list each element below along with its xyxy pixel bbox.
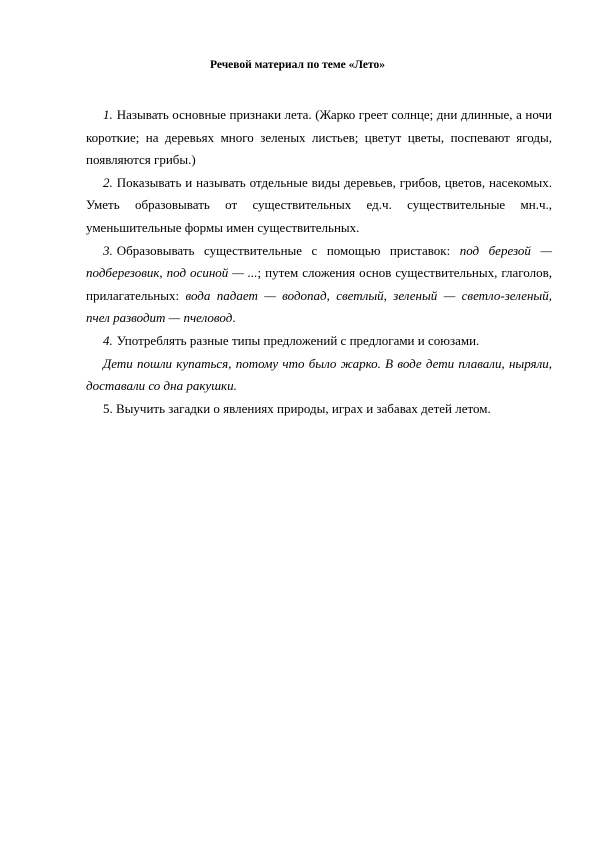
- list-item-3: [86, 240, 552, 330]
- list-item-5: [86, 398, 552, 421]
- item-number: 3.: [103, 242, 113, 258]
- document-title: Речевой материал по теме «Лето»: [210, 59, 385, 71]
- list-item-4: [86, 330, 552, 353]
- example-sentences: Дети пошли купаться, потому что было жарко. В воде дети плавали, ныряли, доставали со дна ракушки.: [86, 355, 552, 394]
- item-example: вода падает — водопад, светлый, зеленый — светло-зеленый, пчел разводит — пчеловод: [86, 287, 552, 326]
- item-text: ; путем сложения основ существительных, глаголов, прилагательных:: [86, 265, 552, 303]
- item-text: Показывать и называть отдельные виды деревьев, грибов, цветов, насекомых. Уметь образовывать от существительных ед.ч. существительные мн.ч., уменьшительные формы имен существительных.: [86, 174, 552, 235]
- item-number: 1.: [103, 107, 113, 122]
- item-number: 2.: [103, 174, 113, 190]
- document-body: [86, 104, 552, 420]
- item-text: Образовывать существительные с помощью приставок:: [116, 242, 460, 258]
- item-example: под березой — подберезовик, под осиной — ...: [86, 242, 553, 281]
- item-text: Называть основные признаки лета. (Жарко греет солнце; дни длинные, а ночи короткие; на деревьях много зеленых листьев; цветут цветы, поспевают ягоды, появляются грибы.): [86, 107, 552, 168]
- item-text: .: [232, 310, 236, 326]
- item-text: Употреблять разные типы предложений с предлогами и союзами.: [116, 332, 480, 348]
- item-number: 4.: [103, 332, 113, 348]
- item-text: Выучить загадки о явлениях природы, играх и забавах детей летом.: [116, 400, 491, 416]
- item-number: 5.: [103, 400, 113, 416]
- list-item-1: [86, 104, 552, 172]
- list-item-2: [86, 172, 552, 240]
